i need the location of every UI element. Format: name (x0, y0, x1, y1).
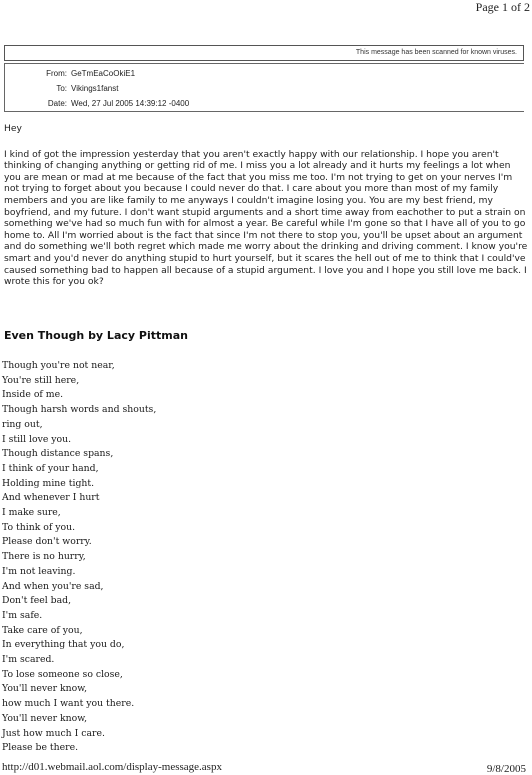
date-row (5, 98, 189, 110)
poem-line: I'm scared. (2, 654, 55, 666)
poem-line: Please don't worry. (2, 536, 92, 548)
poem-line: And whenever I hurt (2, 492, 100, 504)
poem-line: I'm safe. (2, 609, 43, 621)
poem-line: In everything that you do, (2, 639, 125, 651)
poem-line: I'm not leaving. (2, 565, 76, 577)
poem-line: There is no hurry, (2, 551, 86, 563)
message-paragraph: I kind of got the impression yesterday that you aren't exactly happy with our relationship. I hope you aren't thinking of changing anything or getting rid of me. I miss you a lot already and it hurts my feelings a lot when you are mean or mad at me because of the fact that you miss me too. I'm not trying to get on your nerves I'm not trying to forget about you because I could never do that. I care about you more than most of my family members and you are like family to me anyways I couldn't imagine losing you. You are my best friend, my boyfriend, and my future. I don't want stupid arguments and a short time away from eachother to put a strain on something we've had so much fun with for almost a year. Be careful while I'm gone so that I have all of you to go home to. All I'm worried about is the fact that since I'm not there to stop you, you'll be upset about an argument and do something we'll both regret which made me worry about the drinking and driving comment. I know you're smart and you'd never do anything stupid to hurt yourself, but it scares the hell out of me to think that I could've caused something bad to happen all because of a stupid argument. I love you and I hope you still love me back. I wrote this for you ok? (4, 148, 528, 288)
poem-line: Though you're not near, (2, 360, 115, 371)
poem-line: Take care of you, (2, 624, 83, 636)
poem-line: Please be there. (2, 742, 79, 754)
poem-line: And when you're sad, (2, 580, 104, 592)
poem-line: Holding mine tight. (2, 477, 95, 489)
poem-line: To lose someone so close, (2, 668, 123, 680)
poem-line: Inside of me. (2, 389, 64, 401)
footer-url: http://d01.webmail.aol.com/display-message.aspx (2, 761, 222, 773)
date-label: Date: (47, 99, 67, 108)
poem-line: ring out, (2, 418, 43, 430)
poem-line: Though distance spans, (2, 448, 114, 460)
to-label: To: (56, 84, 67, 93)
poem-line: To think of you. (2, 521, 76, 533)
poem-line: Just how much I care. (2, 727, 105, 739)
poem-line: I make sure, (2, 507, 61, 519)
poem-line: how much I want you there. (2, 698, 135, 710)
poem-line: I still love you. (2, 433, 72, 445)
from-label: From: (46, 69, 67, 78)
poem-line: You'll never know, (2, 683, 88, 695)
poem-lines (2, 359, 302, 756)
date-value: Wed, 27 Jul 2005 14:39:12 -0400 (71, 99, 190, 108)
message-header (4, 63, 524, 112)
poem-line: You're still here, (2, 374, 80, 386)
from-value[interactable]: GeTmEaCoOkiE1 (71, 69, 136, 78)
poem-line: I think of your hand, (2, 462, 99, 474)
poem-line: Though harsh words and shouts, (2, 404, 157, 416)
poem-line: You'll never know, (2, 712, 88, 724)
scan-notice-bar (4, 45, 524, 61)
greeting-text: Hey (4, 123, 22, 134)
poem-title: Even Though by Lacy Pittman (4, 329, 188, 342)
to-row (5, 83, 118, 95)
scan-notice-text: This message has been scanned for known viruses. (355, 49, 517, 56)
from-row (5, 68, 135, 80)
to-value[interactable]: Vikings1fanst (71, 84, 119, 93)
message-body (4, 123, 530, 288)
poem-line: Don't feel bad, (2, 595, 72, 607)
footer-date: 9/8/2005 (486, 763, 526, 775)
page-number: Page 1 of 2 (475, 0, 530, 14)
